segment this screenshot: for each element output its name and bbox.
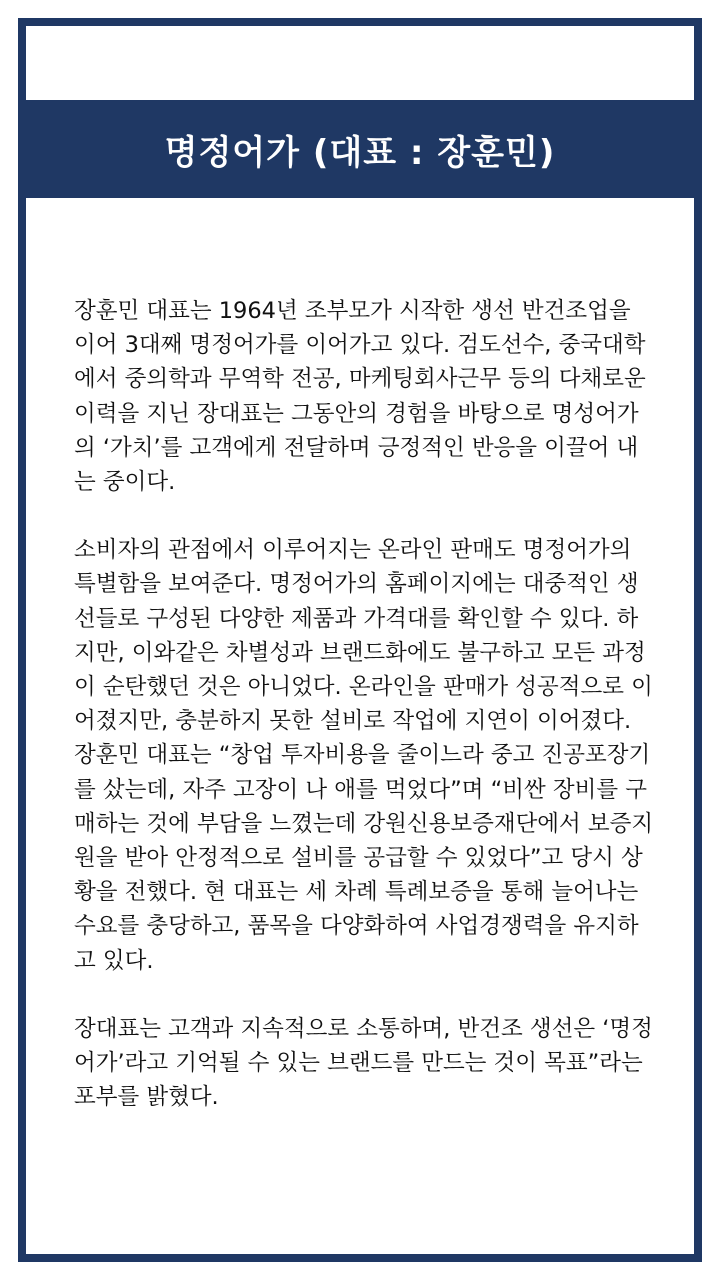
paragraph-intro: 장훈민 대표는 1964년 조부모가 시작한 생선 반건조업을 이어 3대째 명정어가를 이어가고 있다. 검도선수, 중국대학에서 중의학과 무역학 전공, 마케팅회사근무 등의 다채로운 이력을 지닌 장대표는 그동안의 경험을 바탕으로 명성어가의 ‘가치’를 고객에게 전달하며 긍정적인 반응을 이끌어 내는 중이다. (74, 298, 646, 496)
title-bar (26, 100, 694, 198)
document-frame (18, 18, 702, 1262)
paragraph-goal: 장대표는 고객과 지속적으로 소통하며, 반건조 생선은 ‘명정어가’라고 기억될 수 있는 브랜드를 만드는 것이 목표”라는 포부를 밝혔다. (74, 1015, 653, 1111)
paragraph-online-sales: 소비자의 관점에서 이루어지는 온라인 판매도 명정어가의 특별함을 보여준다. 명정어가의 홈페이지에는 대중적인 생선들로 구성된 다양한 제품과 가격대를 확인할 수 있다. 하지만, 이와같은 차별성과 브랜드화에도 불구하고 모든 과정이 순탄했던 것은 아니었다. 온라인을 판매가 성공적으로 이어졌지만, 충분하지 못한 설비로 작업에 지연이 이어졌다. 장훈민 대표는 “창업 투자비용을 줄이느라 중고 진공포장기를 샀는데, 자주 고장이 나 애를 먹었다”며 “비싼 장비를 구매하는 것에 부담을 느꼈는데 강원신용보증재단에서 보증지원을 받아 안정적으로 설비를 공급할 수 있었다”고 당시 상황을 전했다. 현 대표는 세 차례 특례보증을 통해 늘어나는 수요를 충당하고, 품목을 다양화하여 사업경쟁력을 유지하고 있다. (74, 537, 654, 974)
page-title: 명정어가 (대표 : 장훈민) (164, 132, 556, 173)
article-body (74, 294, 658, 1114)
